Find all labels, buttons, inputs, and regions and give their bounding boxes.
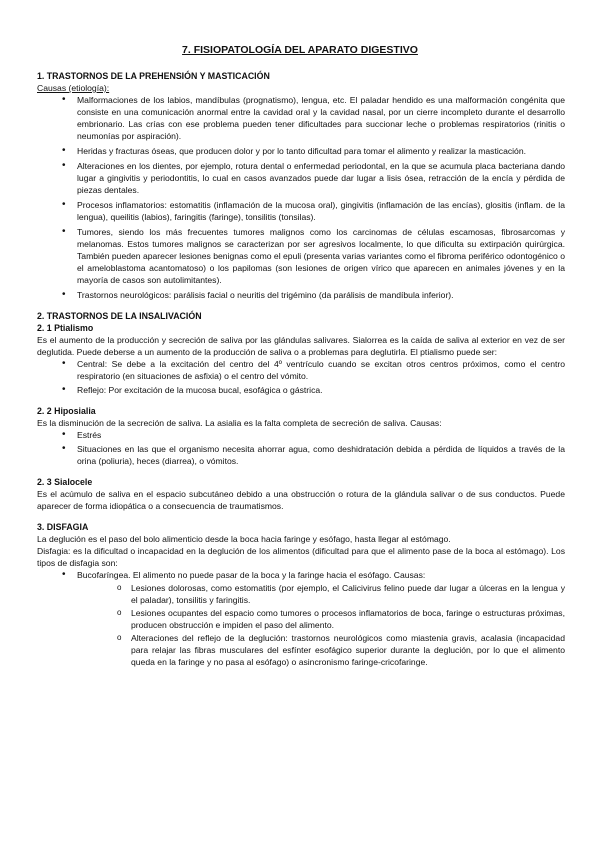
sub-list-item: o Lesiones ocupantes del espacio como tumores o procesos inflamatorios de boca, faringe o estructuras próximas, producen obstrucción e impiden el paso del alimento. [77, 607, 565, 631]
subsection-2-1-heading: 2. 1 Ptialismo [37, 323, 94, 333]
list-item: • Central: Se debe a la excitación del centro del 4º ventrículo cuando se excitan otros centros próximos, como el centro respiratorio (en situaciones de asfixia) o el centro del vómito. [37, 358, 565, 382]
list-item: • Reflejo: Por excitación de la mucosa bucal, esofágica o gástrica. [37, 384, 565, 396]
section-3-heading: 3. DISFAGIA [37, 522, 89, 532]
deglucion-text: La deglución es el paso del bolo alimenticio desde la boca hacia faringe y esófago, hasta llegar al estómago. [37, 534, 451, 544]
bucofaringea-sublist [77, 582, 565, 668]
list-item: • Malformaciones de los labios, mandíbulas (prognatismo), lengua, etc. El paladar hendido es una malformación congénita que consiste en una comunicación anormal entre la cavidad oral y la cavidad nasal, por un cierre incompleto durante el desarrollo embrionario. Las crías con ese problema pueden tener dificultades para succionar leche o problemas respiratorios (rinitis o neumonías por aspiración). [37, 94, 565, 142]
section-2-heading: 2. TRASTORNOS DE LA INSALIVACIÓN [37, 311, 202, 321]
subsection-2-2-heading: 2. 2 Hiposialia [37, 406, 96, 416]
page-title: 7. FISIOPATOLOGÍA DEL APARATO DIGESTIVO [182, 44, 418, 56]
list-item: • Alteraciones en los dientes, por ejemplo, rotura dental o enfermedad periodontal, en la que se acumula placa bacteriana dando lugar a gingivitis y periodontitis, lo cual en casos avanzados puede dar lugar a lisis ósea, retracción de la encía y pérdida de piezas dentales. [37, 160, 565, 196]
sialocele-text: Es el acúmulo de saliva en el espacio subcutáneo debido a una obstrucción o rotura de la glándula salivar o de sus conductos. Puede aparecer de forma idiopática o a consecuencia de traumatismos. [37, 489, 565, 511]
list-item: • Heridas y fracturas óseas, que producen dolor y por lo tanto dificultad para tomar el alimento y realizar la masticación. [37, 145, 565, 157]
list-item [37, 569, 565, 668]
list-item: • Procesos inflamatorios: estomatitis (inflamación de la mucosa oral), gingivitis (inflamación de las encías), glositis (inflam. de la lengua), queilitis (labios), faringitis (faringe), tonsilitis (tonsilas). [37, 199, 565, 223]
causes-label: Causas (etiología): [37, 83, 110, 93]
list-item: • Situaciones en las que el organismo necesita ahorrar agua, como deshidratación debida a pérdida de líquidos a través de la orina (poliuria), heces (diarrea), o vómitos. [37, 443, 565, 467]
bucofaringea-text: Bucofaríngea. El alimento no puede pasar de la boca y la faringe hacia el esófago. Causas: [77, 570, 426, 580]
ptialismo-text: Es el aumento de la producción y secreción de saliva por las glándulas salivares. Sialorrea es la caída de saliva al exterior en vez de ser deglutida. Puede deberse a un aumento de la producción de saliva o a problemas para deglutirla. El ptialismo puede ser: [37, 335, 565, 357]
disfagia-list [37, 569, 565, 668]
document-body [37, 70, 565, 671]
ptialismo-list [37, 358, 565, 396]
disfagia-text: Disfagia: es la dificultad o incapacidad en la deglución de los alimentos (dificultad para que el alimento pase de la boca al estómago). Los tipos de disfagia son: [37, 546, 565, 568]
sub-list-item: o Alteraciones del reflejo de la deglución: trastornos neurológicos como miastenia gravis, acalasia (incapacidad para relajar las fibras musculares del esfínter esofágico superior durante la deglución, por lo que el alimento queda en la faringe y no pasa al esófago) o asincronismo faringe-cricofaringe. [77, 632, 565, 668]
sub-list-item: o Lesiones dolorosas, como estomatitis (por ejemplo, el Calicivirus felino puede dar lugar a úlceras en la lengua y el paladar), tonsilitis y faringitis. [77, 582, 565, 606]
hiposialia-list [37, 429, 565, 467]
list-item: • Tumores, siendo los más frecuentes tumores malignos como los carcinomas de células escamosas, fibrosarcomas y melanomas. Estos tumores malignos se caracterizan por ser agresivos localmente, lo que dificulta su extirpación quirúrgica. También pueden aparecer lesiones benignas como el epuli (presenta varias variantes como el fibroma periférico odontogénico o el ameloblastoma acantomatoso) o los papilomas (son lesiones de origen vírico que aparecen en animales jóvenes y en la mayoría de casos son autolimitantes). [37, 226, 565, 286]
causes-list [37, 94, 565, 301]
hiposialia-text: Es la disminución de la secreción de saliva. La asialia es la falta completa de secreción de saliva. Causas: [37, 418, 442, 428]
list-item: • Estrés [37, 429, 565, 441]
subsection-2-3-heading: 2. 3 Sialocele [37, 477, 93, 487]
section-1-heading: 1. TRASTORNOS DE LA PREHENSIÓN Y MASTICACIÓN [37, 71, 270, 81]
list-item: • Trastornos neurológicos: parálisis facial o neuritis del trigémino (da parálisis de mandíbula inferior). [37, 289, 565, 301]
